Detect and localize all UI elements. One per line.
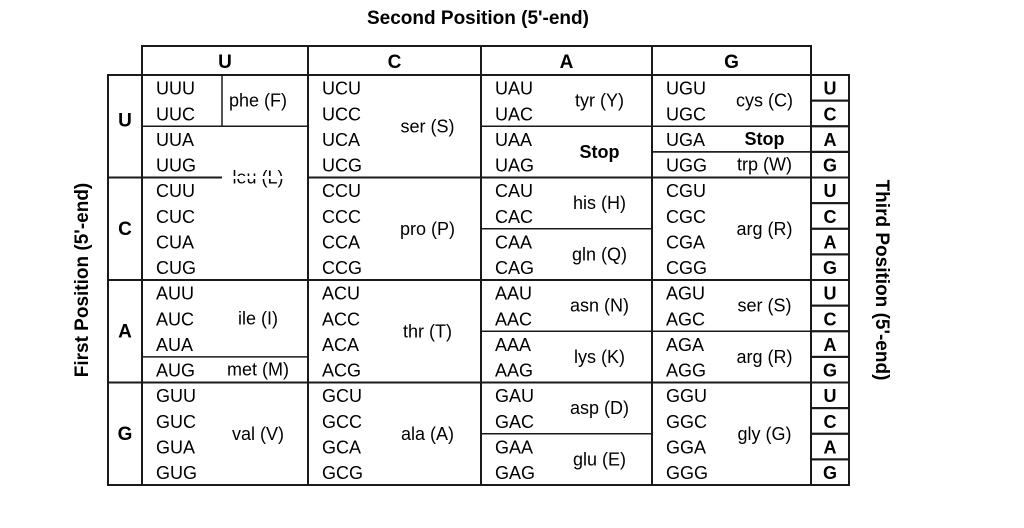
- amino-acid-label: ile (I): [238, 308, 278, 329]
- second-base-c: C: [387, 52, 402, 73]
- third-base-c: C: [823, 309, 837, 330]
- codon-agu: AGU: [666, 283, 706, 304]
- amino-acid-label: val (V): [231, 423, 285, 444]
- third-base-a: A: [823, 129, 837, 150]
- codon-cua: CUA: [156, 232, 195, 253]
- second-base-u: U: [218, 52, 232, 73]
- amino-acid-label: gln (Q): [571, 244, 628, 265]
- codon-ucu: UCU: [322, 78, 361, 99]
- second-position-header: [142, 46, 811, 75]
- amino-acid-label: leu (L): [232, 167, 284, 188]
- amino-acid-label: phe (F): [228, 90, 288, 111]
- third-base-u: U: [823, 386, 837, 407]
- amino-acid-label: his (H): [573, 193, 626, 214]
- codon-auu: AUU: [156, 283, 195, 304]
- first-base-c: C: [118, 218, 132, 240]
- codon-uaa: UAA: [495, 129, 533, 150]
- amino-acid-label: lys (K): [574, 346, 625, 367]
- codon-uuc: UUC: [156, 104, 195, 125]
- codon-cuu: CUU: [156, 181, 195, 202]
- codon-cac: CAC: [495, 206, 534, 227]
- codon-gga: GGA: [666, 437, 707, 458]
- first-base-a: A: [118, 321, 132, 343]
- amino-acid-label: asp (D): [569, 398, 630, 419]
- codon-gcc: GCC: [322, 411, 362, 432]
- codon-cgg: CGG: [666, 258, 708, 278]
- codon-uga: UGA: [666, 129, 706, 150]
- codon-uua: UUA: [156, 129, 195, 150]
- codon-ugc: UGC: [666, 104, 706, 125]
- codon-gag: GAG: [495, 463, 536, 483]
- third-base-u: U: [823, 283, 837, 304]
- codon-ggg: GGG: [666, 463, 709, 483]
- codon-agg: AGG: [666, 360, 707, 381]
- codon-gcg: GCG: [322, 463, 364, 483]
- codon-gua: GUA: [156, 437, 196, 458]
- codon-gug: GUG: [156, 463, 198, 483]
- second-base-a: A: [559, 52, 574, 73]
- codon-ucc: UCC: [322, 104, 361, 125]
- codon-cau: CAU: [495, 181, 534, 202]
- codon-cug: CUG: [156, 258, 196, 278]
- third-base-a: A: [823, 334, 837, 355]
- first-position-title: First Position (5'-end): [72, 182, 93, 378]
- third-base-a: A: [823, 437, 837, 458]
- codon-ccc: CCC: [322, 206, 361, 227]
- codon-ggu: GGU: [666, 386, 708, 407]
- codon-ugg: UGG: [666, 155, 708, 176]
- stop-codon-label: Stop: [579, 141, 620, 162]
- codon-gac: GAC: [495, 411, 535, 432]
- third-base-c: C: [823, 104, 837, 125]
- third-base-u: U: [823, 181, 837, 202]
- codon-aua: AUA: [156, 334, 194, 355]
- codon-aug: AUG: [156, 360, 196, 381]
- codon-ugu: UGU: [666, 78, 706, 99]
- amino-acid-label: asn (N): [569, 295, 630, 316]
- codon-aaa: AAA: [495, 334, 532, 355]
- stop-codon-label: Stop: [744, 129, 785, 150]
- first-base-g: G: [117, 423, 133, 445]
- codon-uca: UCA: [322, 129, 361, 150]
- amino-acid-label: arg (R): [736, 346, 793, 367]
- amino-acid-label: trp (W): [737, 154, 792, 175]
- third-position-title: Third Position (5'-end): [871, 179, 892, 381]
- amino-acid-label: thr (T): [403, 321, 452, 342]
- third-base-g: G: [822, 360, 838, 381]
- third-base-g: G: [822, 155, 838, 176]
- codon-ggc: GGC: [666, 411, 708, 432]
- codon-acc: ACC: [322, 309, 361, 330]
- third-base-g: G: [822, 463, 838, 483]
- codon-cga: CGA: [666, 232, 706, 253]
- amino-acid-label: pro (P): [399, 218, 456, 239]
- codon-acu: ACU: [322, 283, 361, 304]
- codon-cag: CAG: [495, 258, 535, 278]
- codon-gca: GCA: [322, 437, 362, 458]
- codon-agc: AGC: [666, 309, 706, 330]
- codon-guu: GUU: [156, 386, 196, 407]
- codon-aac: AAC: [495, 309, 533, 330]
- codon-cgu: CGU: [666, 181, 706, 202]
- codon-cuc: CUC: [156, 206, 195, 227]
- amino-acid-label: glu (E): [572, 449, 627, 470]
- first-base-u: U: [118, 110, 132, 132]
- amino-acid-label: ser (S): [737, 295, 792, 316]
- amino-acid-label: arg (R): [736, 218, 793, 239]
- amino-acid-label: tyr (Y): [575, 90, 624, 111]
- amino-acid-label: ala (A): [400, 423, 455, 444]
- third-base-u: U: [823, 78, 837, 99]
- codon-uuu: UUU: [156, 78, 195, 99]
- codon-uug: UUG: [156, 155, 196, 176]
- codon-cgc: CGC: [666, 206, 706, 227]
- codon-uag: UAG: [495, 155, 535, 176]
- codon-ccg: CCG: [322, 258, 362, 278]
- codon-ucg: UCG: [322, 155, 362, 176]
- codon-aga: AGA: [666, 334, 705, 355]
- third-base-c: C: [823, 206, 837, 227]
- codon-ccu: CCU: [322, 181, 361, 202]
- codon-gaa: GAA: [495, 437, 534, 458]
- codon-guc: GUC: [156, 411, 196, 432]
- amino-acid-label: gly (G): [737, 423, 792, 444]
- second-base-g: G: [724, 52, 739, 73]
- codon-acg: ACG: [322, 360, 362, 381]
- codon-grid: [108, 46, 849, 485]
- third-base-g: G: [822, 258, 838, 278]
- codon-auc: AUC: [156, 309, 195, 330]
- codon-cca: CCA: [322, 232, 361, 253]
- codon-gau: GAU: [495, 386, 535, 407]
- third-base-a: A: [823, 232, 837, 253]
- codon-uau: UAU: [495, 78, 534, 99]
- codon-aag: AAG: [495, 360, 534, 381]
- codon-aau: AAU: [495, 283, 533, 304]
- codon-uac: UAC: [495, 104, 534, 125]
- codon-gcu: GCU: [322, 386, 362, 407]
- second-position-title: Second Position (5'-end): [367, 8, 589, 29]
- third-base-c: C: [823, 411, 837, 432]
- codon-caa: CAA: [495, 232, 533, 253]
- codon-aca: ACA: [322, 334, 360, 355]
- amino-acid-label: cys (C): [736, 90, 793, 111]
- amino-acid-label: met (M): [227, 359, 289, 380]
- amino-acid-label: ser (S): [400, 116, 455, 137]
